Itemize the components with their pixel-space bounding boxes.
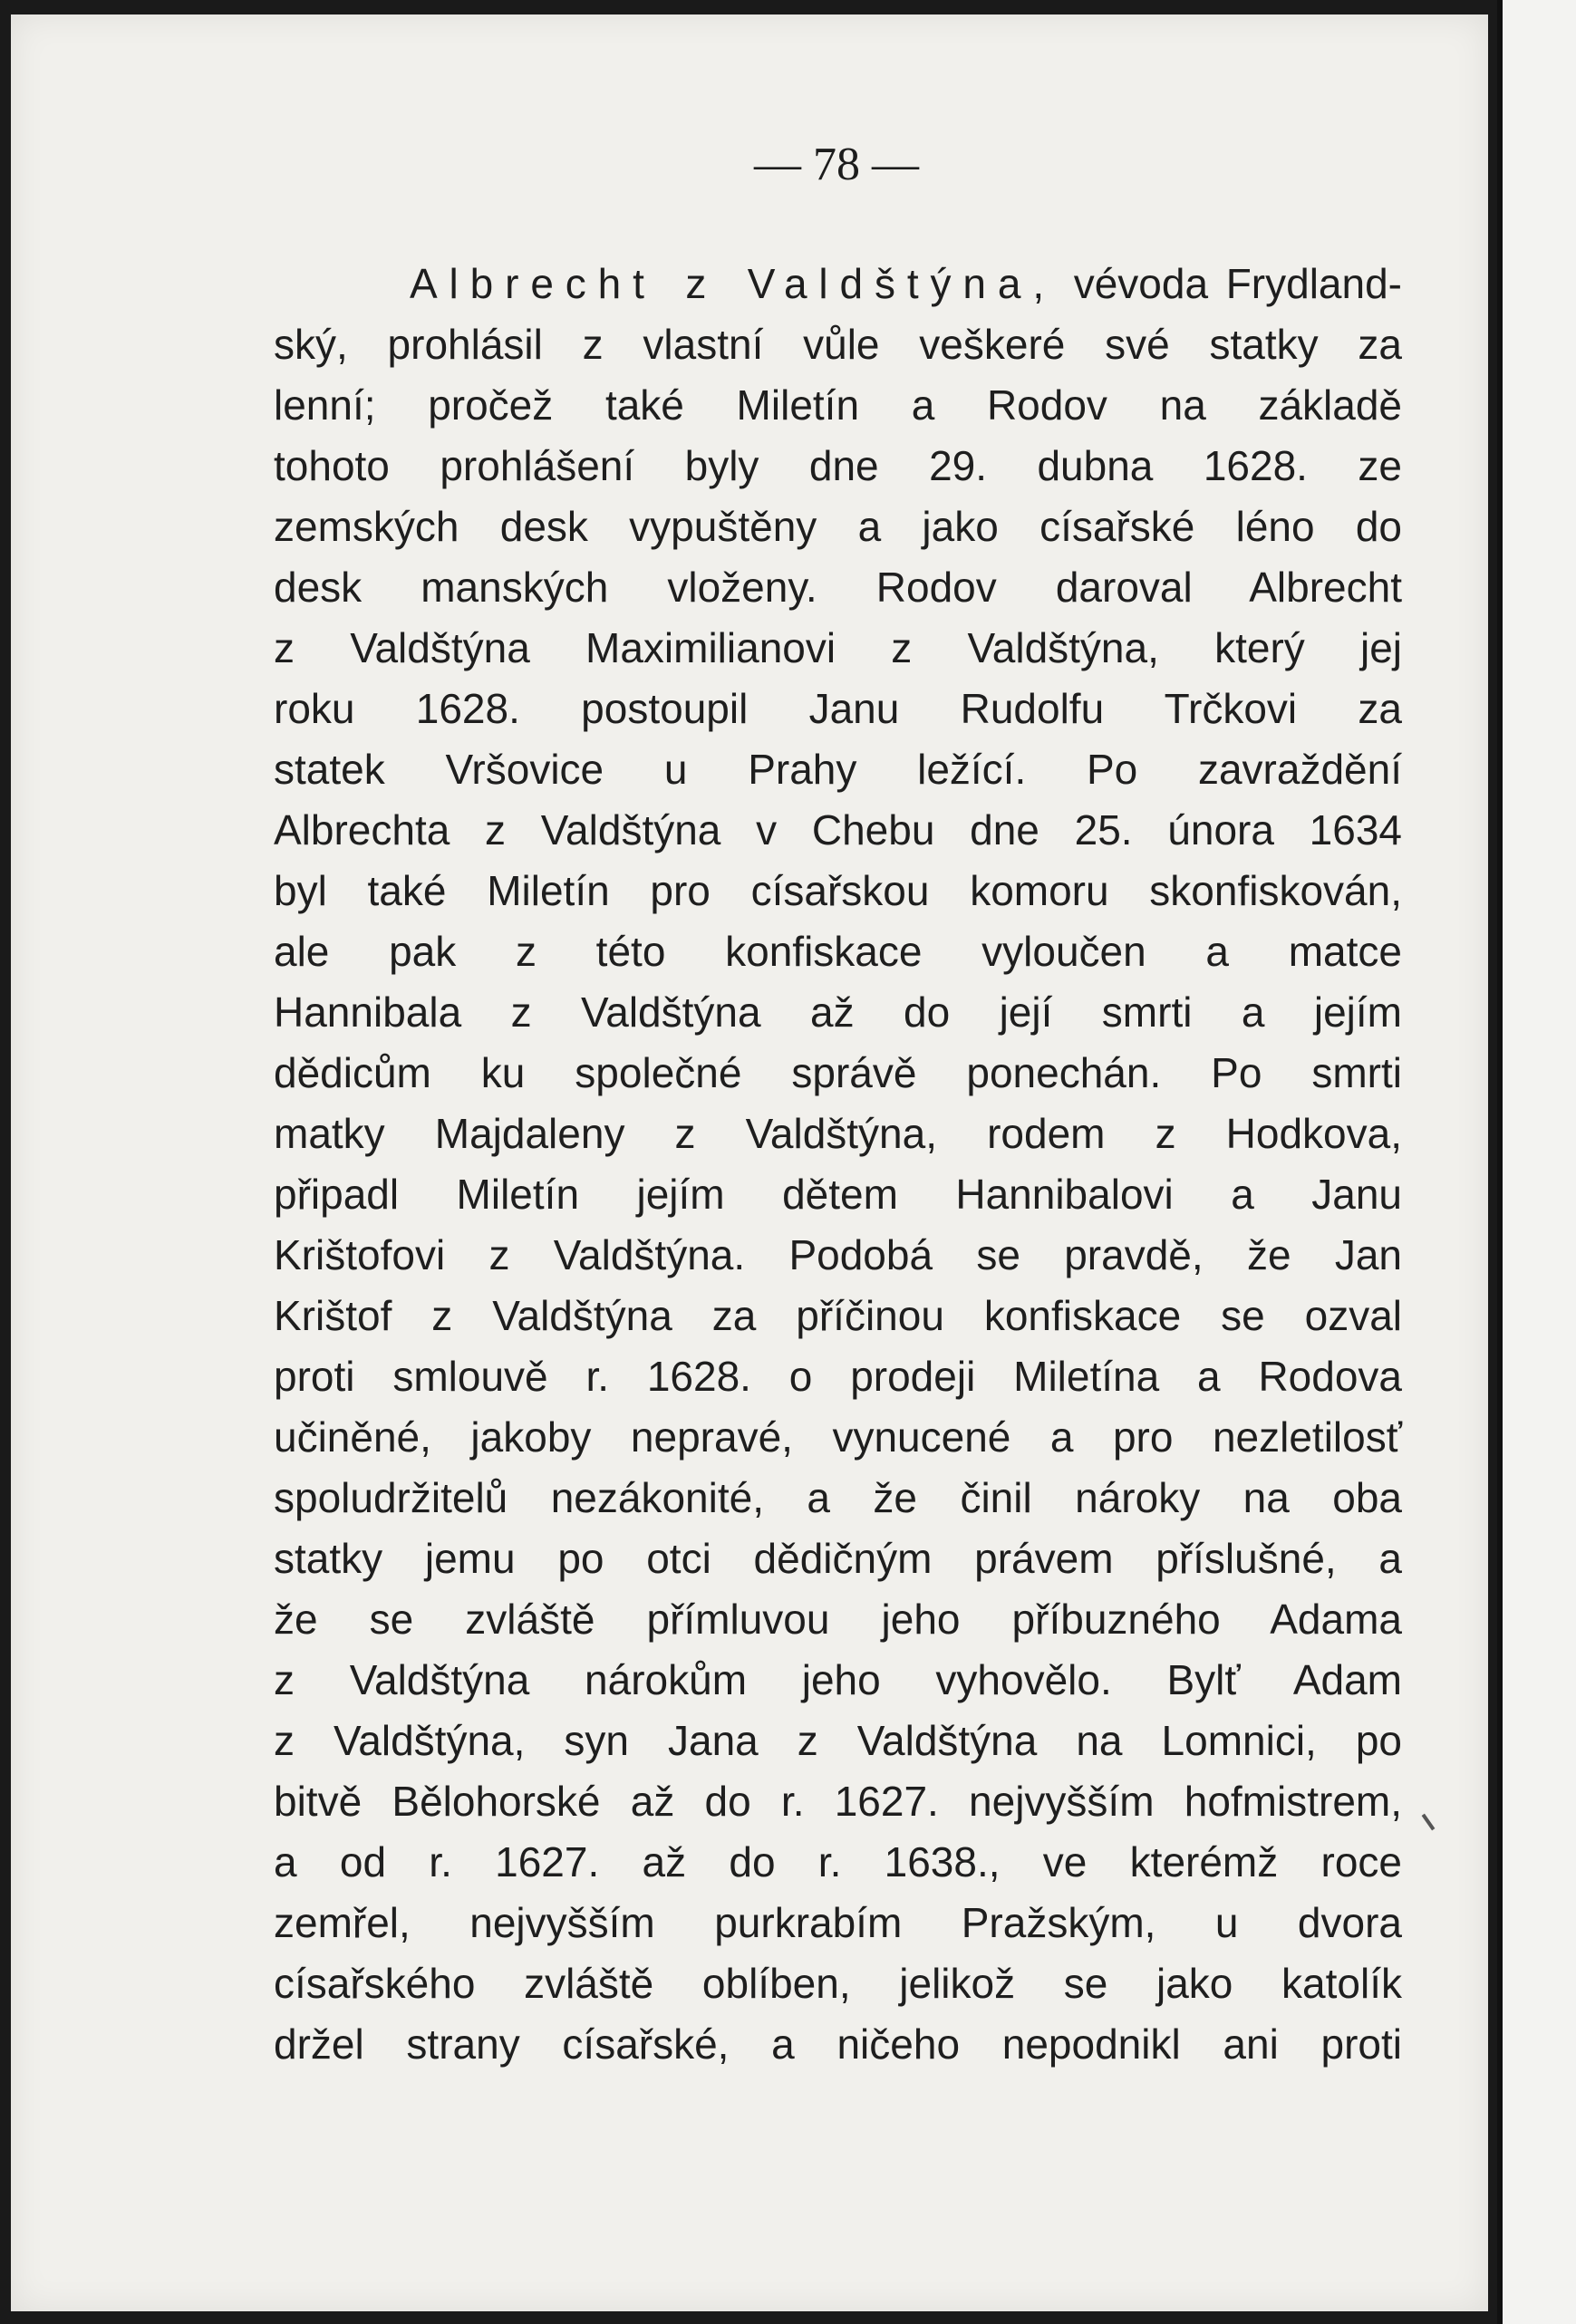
text-line: Krištofovi z Valdštýna. Podobá se pravdě, že Jan — [274, 1231, 1402, 1278]
text-line: byl také Miletín pro císařskou komoru skonfiskován, — [274, 867, 1402, 914]
scan-speck — [1422, 1814, 1436, 1831]
text-line: z Valdštýna Maximilianovi z Valdštýna, který jej — [274, 624, 1402, 671]
text-line: z Valdštýna nárokům jeho vyhovělo. Bylť Adam — [274, 1656, 1402, 1703]
text-line: Krištof z Valdštýna za příčinou konfiskace se ozval — [274, 1292, 1402, 1339]
text-line: z Valdštýna, syn Jana z Valdštýna na Lomnici, po — [274, 1717, 1402, 1764]
text-line-rest: vévoda Frydland- — [1056, 260, 1402, 307]
page-number: — 78 — — [754, 139, 919, 190]
text-line: ský, prohlásil z vlastní vůle veškeré své statky za — [274, 321, 1402, 368]
text-line: ale pak z této konfiskace vyloučen a matce — [274, 928, 1402, 975]
text-line: dědicům ku společné správě ponechán. Po smrti — [274, 1049, 1402, 1096]
text-line: proti smlouvě r. 1628. o prodeji Miletína a Rodova — [274, 1353, 1402, 1400]
text-line: lenní; pročež také Miletín a Rodov na základě — [274, 381, 1402, 429]
text-line: a od r. 1627. až do r. 1638., ve kterémž roce — [274, 1838, 1402, 1885]
text-line — [274, 254, 1402, 314]
text-line: že se zvláště přímluvou jeho příbuzného Adama — [274, 1596, 1402, 1643]
text-line: bitvě Bělohorské až do r. 1627. nejvyšším hofmistrem, — [274, 1778, 1402, 1825]
text-line: desk manských vloženy. Rodov daroval Albrecht — [274, 564, 1402, 611]
text-line: zemřel, nejvyšším purkrabím Pražským, u dvora — [274, 1899, 1402, 1946]
text-line: statky jemu po otci dědičným právem příslušné, a — [274, 1535, 1402, 1582]
text-line: matky Majdaleny z Valdštýna, rodem z Hodkova, — [274, 1110, 1402, 1157]
text-line: roku 1628. postoupil Janu Rudolfu Trčkovi za — [274, 685, 1402, 732]
text-line: spoludržitelů nezákonité, a že činil nároky na oba — [274, 1474, 1402, 1521]
spaced-name: Albrecht z Valdštýna, — [410, 260, 1056, 307]
text-line: Hannibala z Valdštýna až do její smrti a jejím — [274, 988, 1402, 1036]
text-line: zemských desk vypuštěny a jako císařské léno do — [274, 503, 1402, 550]
text-line: Albrechta z Valdštýna v Chebu dne 25. února 1634 — [274, 806, 1402, 853]
adjacent-page-edge — [1497, 0, 1576, 2324]
text-line: připadl Miletín jejím dětem Hannibalovi a Janu — [274, 1171, 1402, 1218]
text-line: tohoto prohlášení byly dne 29. dubna 1628. ze — [274, 442, 1402, 489]
text-line: statek Vršovice u Prahy ležící. Po zavraždění — [274, 746, 1402, 793]
text-line: císařského zvláště oblíben, jelikož se jako katolík — [274, 1960, 1402, 2007]
body-text — [274, 254, 1402, 2075]
text-line: učiněné, jakoby nepravé, vynucené a pro nezletilosť — [274, 1413, 1402, 1461]
book-page — [11, 14, 1488, 2311]
text-line: držel strany císařské, a ničeho nepodnikl ani proti — [274, 2020, 1402, 2068]
